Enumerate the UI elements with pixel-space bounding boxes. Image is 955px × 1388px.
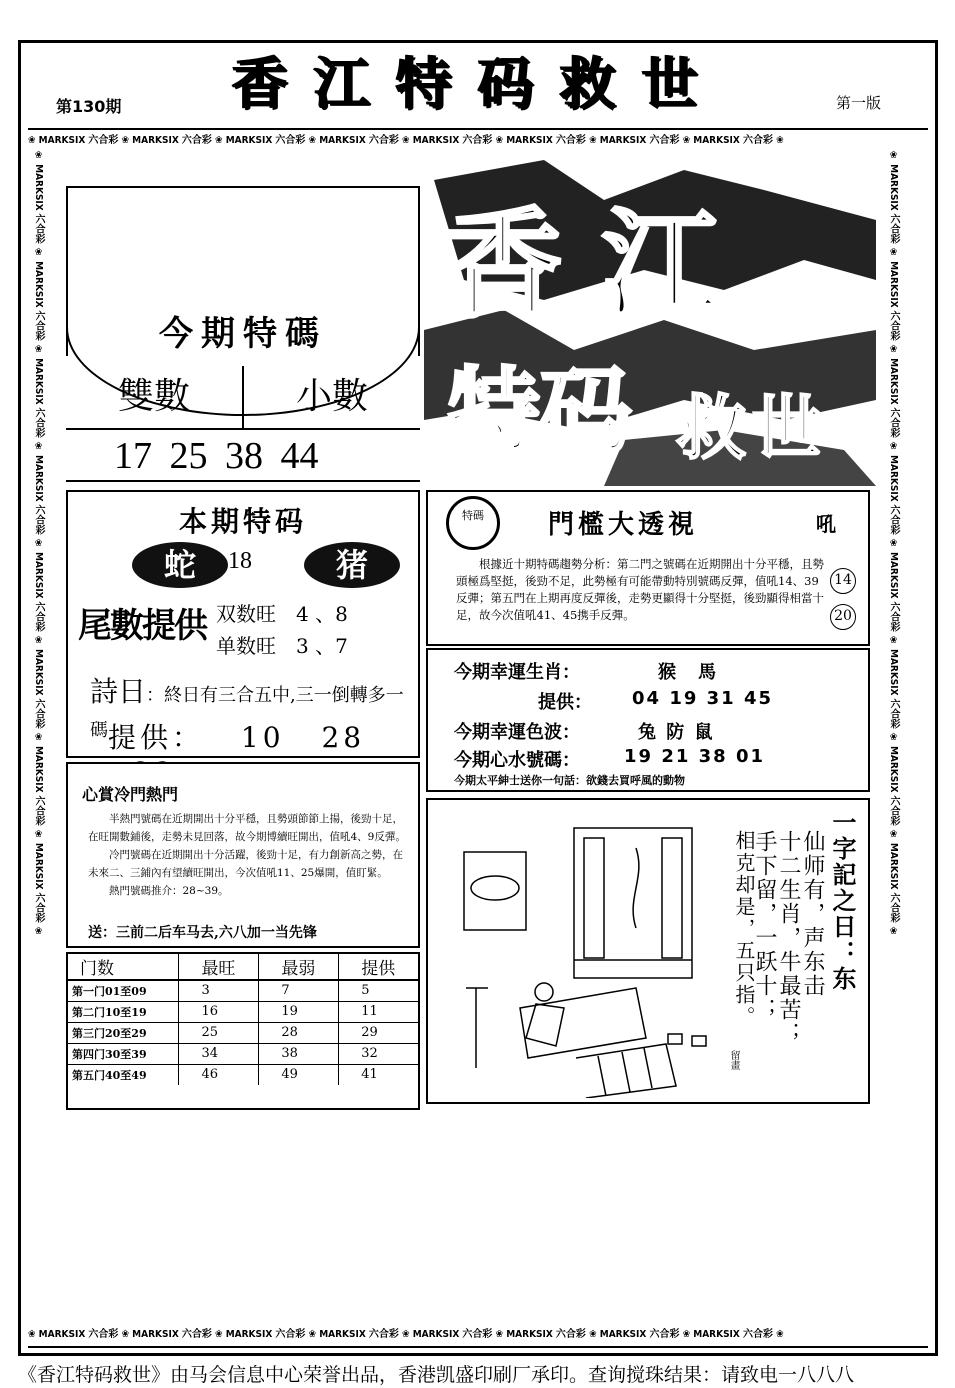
hot-cold-paragraph: 熱門號碼推介：28~39。	[109, 885, 229, 897]
this-period-title: 本期特码	[178, 505, 307, 538]
hot-cold-paragraph: 半熱門號碼在近期開出十分平穩，且勢頭節節上揚，後勁十足，在旺開數鋪後，走勢未見回落，故今期博續旺開出，值吼4、9反彈。	[88, 813, 406, 843]
door-body: 根據近十期特碼趨勢分析：第二門之號碼在近期開出十分平穩，且勢頭極爲堅挺，後勁不足，此勢極有可能帶動特別號碼反彈，值吼14、39反彈；第五門在上期再度反彈後，走勢更顯得十分堅挺，後勁顯得相當十足，故今次值吼41、45携手反彈。	[456, 557, 824, 622]
poem-label: 詩日	[90, 675, 147, 708]
artist-stamp: 留畫	[728, 1050, 739, 1070]
hot-cold-title: 心賞冷門熱門	[82, 785, 179, 804]
table-header: 提供	[339, 954, 418, 980]
table-cell: 19	[259, 1001, 339, 1022]
special-code-panel	[66, 186, 420, 486]
table-cell: 5	[339, 980, 418, 1001]
riddle-line: 仙师有，声东击	[800, 830, 825, 998]
table-header: 门数	[68, 954, 179, 980]
table-row	[68, 1022, 418, 1043]
border-strip-bottom: ❀ MARKSIX 六合彩 ❀ MARKSIX 六合彩 ❀ MARKSIX 六合彩 ❀ MARKSIX 六合彩 ❀ MARKSIX 六合彩 ❀ MARKSIX 六合彩 ❀ MARKSIX 六合彩 ❀ MARKSIX 六合彩 ❀	[28, 1322, 928, 1348]
zodiac-pig: 猪	[304, 542, 400, 588]
zodiac-middle-number: 18	[228, 548, 252, 574]
table-cell: 29	[339, 1022, 418, 1043]
door-tail: 吼	[816, 512, 836, 536]
table-cell: 34	[179, 1043, 259, 1064]
table-cell: 49	[259, 1064, 339, 1085]
table-cell: 46	[179, 1064, 259, 1085]
table-cell: 28	[259, 1022, 339, 1043]
heart-number-label: 今期心水號碼：	[454, 750, 580, 771]
table-row	[68, 980, 418, 1001]
poem-text: ：終日有三合五中,三一倒轉多一碼	[90, 685, 404, 741]
table-row	[68, 1043, 418, 1064]
lucky-provide-label: 提供：	[538, 692, 592, 713]
table-cell: 16	[179, 1001, 259, 1022]
door-title: 門檻大透視	[548, 510, 699, 540]
title-artwork	[424, 160, 876, 486]
lucky-zodiac-value: 猴 馬	[658, 662, 718, 683]
border-strip-top: ❀ MARKSIX 六合彩 ❀ MARKSIX 六合彩 ❀ MARKSIX 六合彩 ❀ MARKSIX 六合彩 ❀ MARKSIX 六合彩 ❀ MARKSIX 六合彩 ❀ MARKSIX 六合彩 ❀ MARKSIX 六合彩 ❀	[28, 128, 928, 150]
edition-label: 第一版	[836, 94, 882, 112]
table-row	[68, 1064, 418, 1085]
provide-number: 10	[240, 721, 285, 754]
table-cell: 32	[339, 1043, 418, 1064]
hot-cold-send: 送：三前二后车马去,六八加一当先锋	[88, 925, 317, 941]
riddle-box	[426, 798, 870, 1104]
special-attributes	[66, 366, 420, 428]
special-title: 今期特碼	[159, 314, 327, 354]
table-header-row	[68, 954, 418, 980]
table-cell: 第二门10至19	[68, 1001, 179, 1022]
table-row	[68, 1001, 418, 1022]
table-cell: 25	[179, 1022, 259, 1043]
door-analysis-box	[426, 490, 870, 646]
scholar-illustration	[436, 808, 746, 1098]
tail-odd: 单数旺 3 、7	[216, 634, 348, 658]
riddle-line: 手下留，一跃十；	[752, 830, 777, 1022]
table-cell: 第一门01至09	[68, 980, 179, 1001]
table-cell: 第四门30至39	[68, 1043, 179, 1064]
table-cell: 38	[259, 1043, 339, 1064]
footer-credit: 《香江特码救世》由马会信息中心荣誉出品，香港凯盛印刷厂承印。查询搅珠结果：请致电一八八八	[18, 1364, 855, 1386]
hot-cold-box	[66, 762, 420, 948]
art-title-big: 香江	[444, 196, 761, 334]
table-cell: 11	[339, 1001, 418, 1022]
riddle-head: 一字記之日：东	[828, 810, 857, 992]
door-table	[68, 954, 418, 1085]
art-title-mid: 特码	[448, 358, 633, 465]
zodiac-snake: 蛇	[132, 542, 228, 588]
border-strip-right: ❀ MARKSIX 六合彩 ❀ MARKSIX 六合彩 ❀ MARKSIX 六合彩 ❀ MARKSIX 六合彩 ❀ MARKSIX 六合彩 ❀ MARKSIX 六合彩 ❀ MARKSIX 六合彩 ❀ MARKSIX 六合彩 ❀	[888, 150, 899, 937]
art-title-small: 救世	[676, 387, 828, 469]
lucky-provide-value: 04 19 31 45	[632, 688, 773, 709]
table-cell: 7	[259, 980, 339, 1001]
masthead-title: 香江特码救世	[231, 52, 724, 117]
attr-even: 雙數	[117, 376, 190, 417]
heart-number-value: 19 21 38 01	[624, 746, 765, 767]
provide-label: 提供：	[108, 721, 205, 754]
riddle-line: 十二生肖，牛最苦；	[776, 830, 801, 1046]
table-header: 最弱	[259, 954, 339, 980]
tail-label: 尾數提供	[78, 606, 206, 646]
lucky-color-value: 兔 防 鼠	[638, 722, 715, 743]
lucky-box	[426, 648, 870, 792]
special-numbers: 17 25 38 44	[66, 428, 420, 482]
provide-number: 28	[321, 721, 366, 754]
circled-number: 14	[830, 568, 856, 594]
table-cell: 第三门20至29	[68, 1022, 179, 1043]
lucky-footer: 今期太平紳士送你一句話：欲錢去買呼風的動物	[454, 774, 685, 787]
attr-small: 小數	[295, 376, 368, 417]
table-cell: 3	[179, 980, 259, 1001]
hot-cold-paragraph: 冷門號碼在近期開出十分活躍，後勁十足，有力創新高之勢，在未來二、三鋪內有望續旺開出，今次值吼11、25爆開，值盯緊。	[88, 849, 403, 879]
table-cell: 第五门40至49	[68, 1064, 179, 1085]
lucky-color-label: 今期幸運色波：	[454, 722, 580, 743]
table-header: 最旺	[179, 954, 259, 980]
this-period-box	[66, 490, 420, 758]
door-table-box	[66, 952, 420, 1110]
issue-number: 第130期	[56, 97, 122, 116]
hot-cold-body	[88, 810, 408, 900]
riddle-line: 相克却是，五只指。	[732, 830, 756, 1028]
tail-even: 双数旺 4 、8	[216, 602, 348, 626]
magnifier-icon: 特碼	[446, 496, 500, 550]
table-cell: 41	[339, 1064, 418, 1085]
border-strip-left: ❀ MARKSIX 六合彩 ❀ MARKSIX 六合彩 ❀ MARKSIX 六合彩 ❀ MARKSIX 六合彩 ❀ MARKSIX 六合彩 ❀ MARKSIX 六合彩 ❀ MARKSIX 六合彩 ❀ MARKSIX 六合彩 ❀	[33, 150, 44, 937]
circled-number: 20	[830, 604, 856, 630]
lucky-zodiac-label: 今期幸運生肖：	[454, 662, 580, 683]
